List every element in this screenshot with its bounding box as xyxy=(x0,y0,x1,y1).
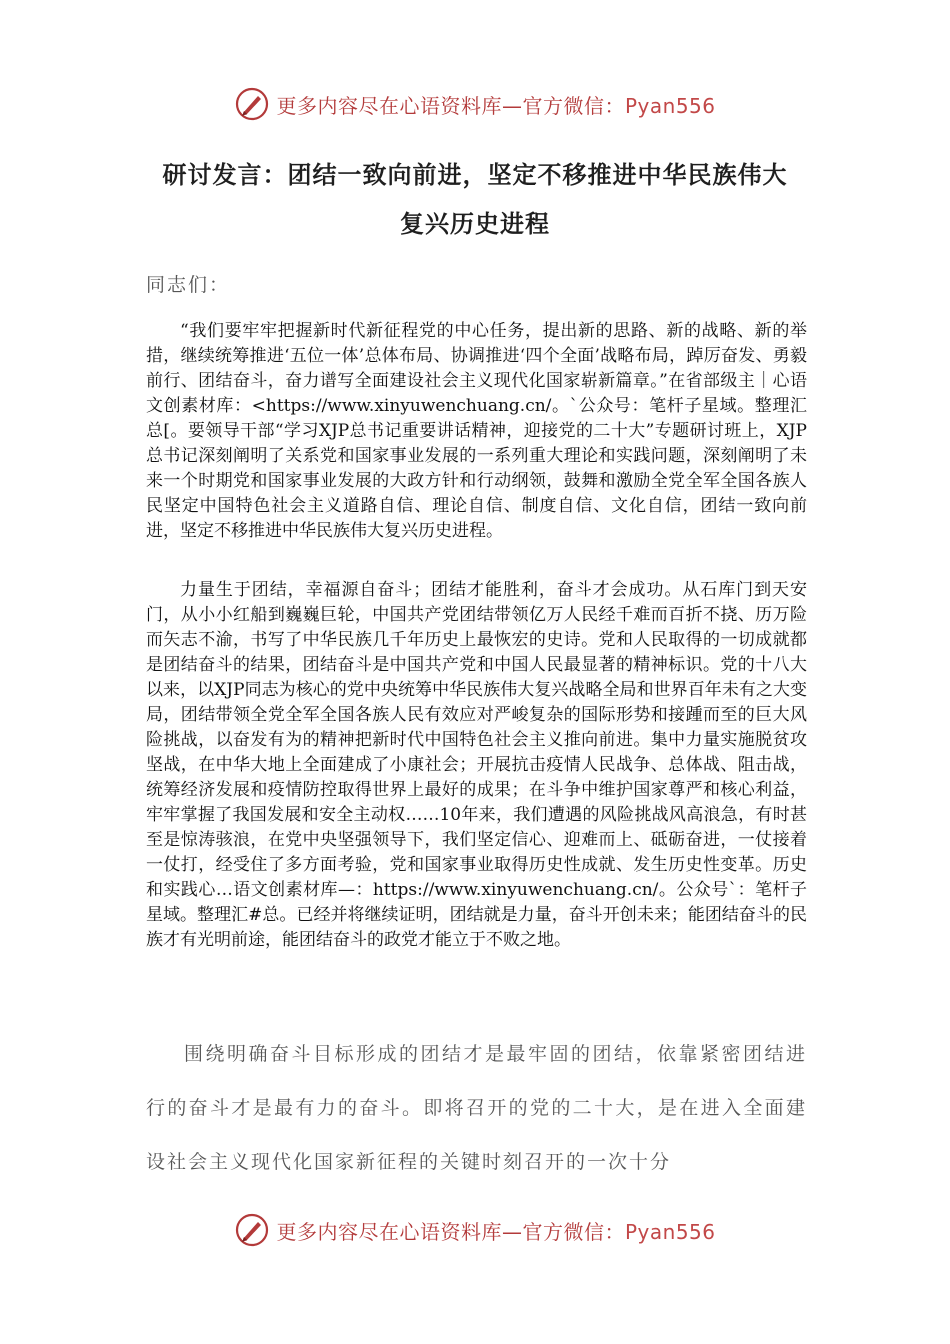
footer-banner xyxy=(0,1208,950,1252)
paragraph-3: 围绕明确奋斗目标形成的团结才是最牢固的团结，依靠紧密团结进行的奋斗才是最有力的奋斗。即将召开的党的二十大，是在进入全面建设社会主义现代化国家新征程的关键时刻召开的一次十分 xyxy=(146,1043,807,1173)
pen-logo-icon xyxy=(234,1212,270,1248)
banner-text: 更多内容尽在心语资料库—官方微信：Pyan556 xyxy=(276,1219,716,1244)
salutation: 同志们： xyxy=(146,274,231,296)
pen-logo-icon xyxy=(234,86,270,122)
document-title-line1: 研讨发言：团结一致向前进，坚定不移推进中华民族伟大 xyxy=(162,161,788,189)
paragraph-2: 力量生于团结，幸福源自奋斗；团结才能胜利，奋斗才会成功。从石库门到天安门，从小小红船到巍巍巨轮，中国共产党团结带领亿万人民经千难而百折不挠、历万险而矢志不渝，书写了中华民族几千年历史上最恢宏的史诗。党和人民取得的一切成就都是团结奋斗的结果，团结奋斗是中国共产党和中国人民最显著的精神标识。党的十八大以来，以XJP同志为核心的党中央统筹中华民族伟大复兴战略全局和世界百年未有之大变局，团结带领全党全军全国各族人民有效应对严峻复杂的国际形势和接踵而至的巨大风险挑战，以奋发有为的精神把新时代中国特色社会主义推向前进。集中力量实施脱贫攻坚战，在中华大地上全面建成了小康社会；开展抗击疫情人民战争、总体战、阻击战，统筹经济发展和疫情防控取得世界上最好的成果；在斗争中维护国家尊严和核心利益，牢牢掌握了我国发展和安全主动权……10年来，我们遭遇的风险挑战风高浪急，有时甚至是惊涛骇浪，在党中央坚强领导下，我们坚定信心、迎难而上、砥砺奋进，一仗接着一仗打，经受住了多方面考验，党和国家事业取得历史性成就、发生历史性变革。历史和实践心…语文创素材库—：https://www.xinyuwenchuang.cn/。公众号`：笔杆子星域。整理汇#总。已经并将继续证明，团结就是力量，奋斗开创未来；能团结奋斗的民族才有光明前途，能团结奋斗的政党才能立于不败之地。 xyxy=(146,580,807,950)
wechat-id: Pyan556 xyxy=(624,93,716,118)
document-title-line2: 复兴历史进程 xyxy=(400,210,550,238)
header-banner xyxy=(0,82,950,126)
paragraph-1: “我们要牢牢把握新时代新征程党的中心任务，提出新的思路、新的战略、新的举措，继续统筹推进‘五位一体’总体布局、协调推进‘四个全面’战略布局，踔厉奋发、勇毅前行、团结奋斗，奋力谱写全面建设社会主义现代化国家崭新篇章。”在省部级主｜心语文创素材库：<https://www.xinyuwenchuang.cn/。`公众号：笔杆子星域。整理汇总[。要领导干部“学习XJP总书记重要讲话精神，迎接党的二十大”专题研讨班上，XJP总书记深刻阐明了关系党和国家事业发展的一系列重大理论和实践问题，深刻阐明了未来一个时期党和国家事业发展的大政方针和行动纲领，鼓舞和激励全党全军全国各族人民坚定中国特色社会主义道路自信、理论自信、制度自信、文化自信，团结一致向前进，坚定不移推进中华民族伟大复兴历史进程。 xyxy=(146,321,807,541)
wechat-id: Pyan556 xyxy=(624,1219,716,1244)
banner-text: 更多内容尽在心语资料库—官方微信：Pyan556 xyxy=(276,93,716,118)
